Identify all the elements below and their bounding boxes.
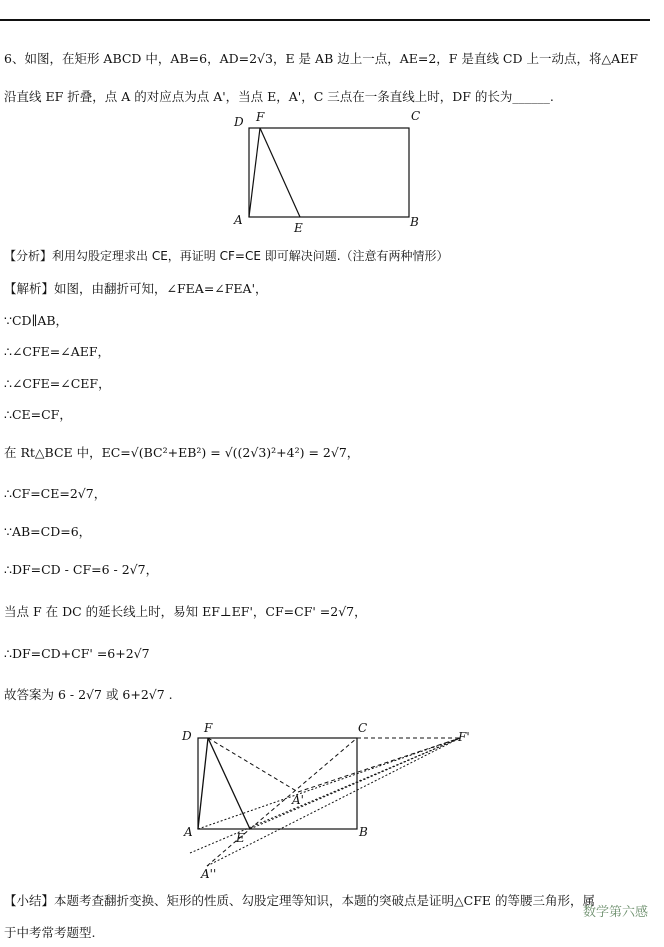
problem-line-2: 沿直线 EF 折叠，点 A 的对应点为点 A'，当点 E，A'，C 三点在一条直线上时，DF 的长为______. bbox=[4, 89, 554, 104]
fig1-label-A: A bbox=[234, 213, 243, 227]
solution-line-2: ∵CD∥AB， bbox=[4, 313, 69, 328]
summary-line-1 bbox=[4, 892, 595, 910]
solution-line-9: ∴DF=CD - CF=6 - 2√7， bbox=[4, 562, 159, 577]
solution-line-7: ∴CF=CE=2√7， bbox=[4, 486, 107, 501]
figure-2 bbox=[170, 718, 490, 884]
fig1-label-F: F bbox=[256, 110, 265, 124]
summary-text-1: 本题考查翻折变换、矩形的性质、勾股定理等知识，本题的突破点是证明△CFE 的等腰三角形，属 bbox=[54, 893, 595, 908]
solution-line-8: ∵AB=CD=6， bbox=[4, 524, 92, 539]
top-rule bbox=[0, 19, 650, 21]
figure-1 bbox=[228, 108, 428, 232]
fig2-label-A: A bbox=[184, 825, 193, 839]
summary-line-2: 于中考常考题型. bbox=[4, 925, 96, 940]
fig2-label-D: D bbox=[182, 729, 192, 743]
analysis-line bbox=[4, 247, 449, 265]
fig2-label-F: F bbox=[204, 721, 213, 735]
fig1-label-C: C bbox=[411, 109, 421, 123]
fig2-label-Aprime: A' bbox=[292, 793, 304, 807]
solution-line-6: 在 Rt△BCE 中，EC=√(BC²+EB²) = √((2√3)²+4²) = 2√7， bbox=[4, 445, 360, 460]
solution-tag: 【解析】 bbox=[4, 281, 55, 296]
fig2-label-Adoubleprime: A'' bbox=[201, 867, 217, 881]
fig1-label-D: D bbox=[234, 115, 244, 129]
fig1-label-B: B bbox=[410, 215, 419, 229]
fig2-label-C: C bbox=[358, 721, 368, 735]
fig1-label-E: E bbox=[294, 221, 303, 232]
solution-line-5: ∴CE=CF， bbox=[4, 407, 72, 422]
watermark: 数学第六感 bbox=[582, 905, 648, 920]
analysis-tag: 【分析】 bbox=[4, 249, 53, 263]
solution-line-12: 故答案为 6 - 2√7 或 6+2√7 . bbox=[4, 687, 173, 702]
fig2-label-Fprime: F' bbox=[458, 730, 470, 744]
solution-line-10: 当点 F 在 DC 的延长线上时，易知 EF⊥EF'，CF=CF' =2√7， bbox=[4, 604, 367, 619]
solution-line-4: ∴∠CFE=∠CEF， bbox=[4, 376, 111, 391]
fig2-label-E: E bbox=[236, 831, 245, 845]
analysis-text: 利用勾股定理求出 CE，再证明 CF=CE 即可解决问题.（注意有两种情形） bbox=[52, 249, 449, 263]
problem-line-1: 6、如图，在矩形 ABCD 中，AB=6，AD=2√3，E 是 AB 边上一点，AE=2，F 是直线 CD 上一动点，将△AEF bbox=[4, 51, 638, 66]
solution-line-1 bbox=[4, 280, 268, 298]
solution-text-1: 如图，由翻折可知，∠FEA=∠FEA'， bbox=[54, 281, 268, 296]
summary-tag: 【小结】 bbox=[4, 893, 55, 908]
solution-line-3: ∴∠CFE=∠AEF， bbox=[4, 344, 111, 359]
fig2-label-B: B bbox=[359, 825, 368, 839]
solution-line-11: ∴DF=CD+CF' =6+2√7 bbox=[4, 646, 150, 661]
